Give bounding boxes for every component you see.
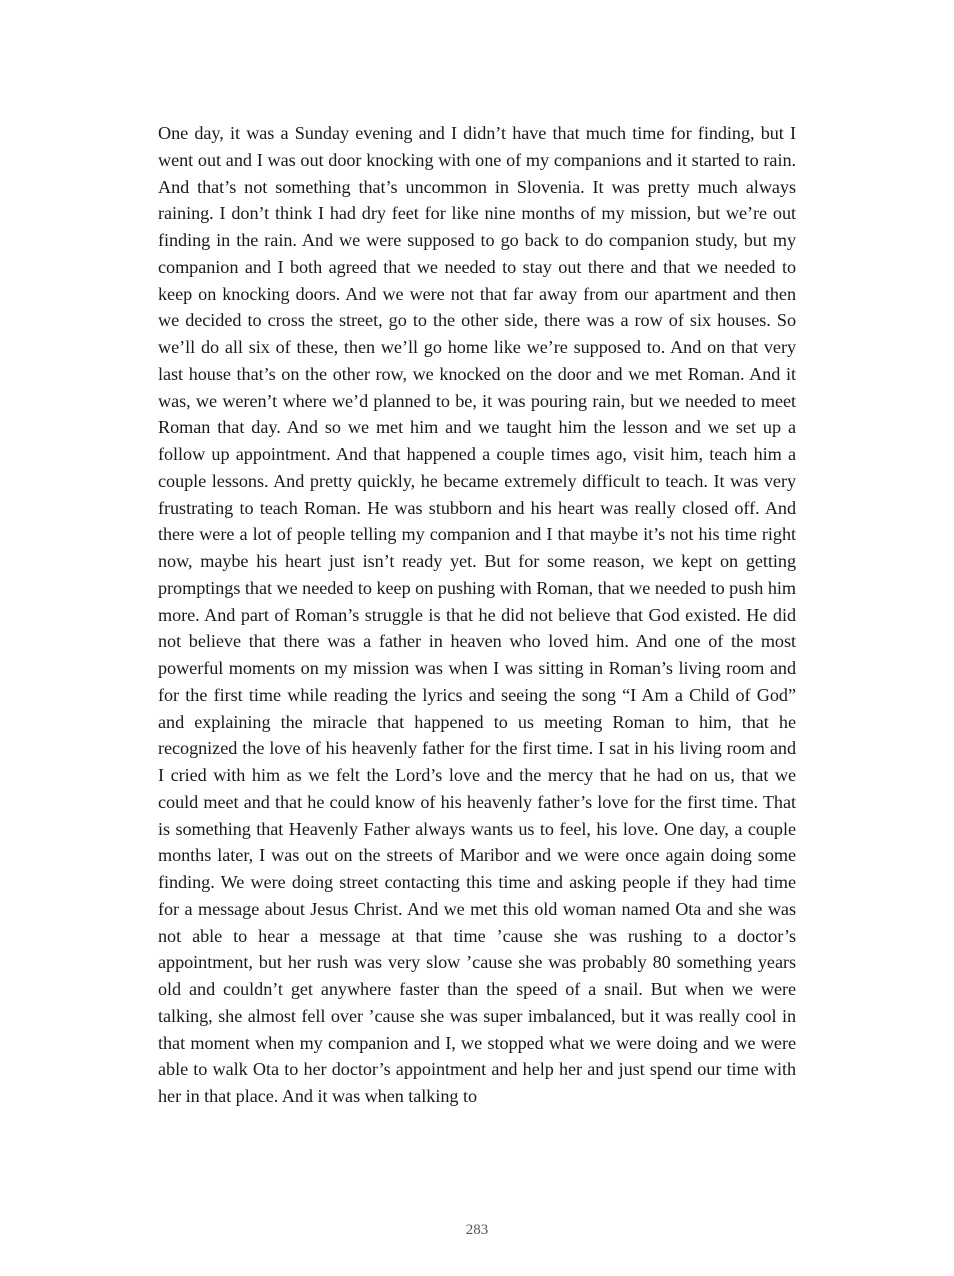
body-paragraph: One day, it was a Sunday evening and I didn’t have that much time for finding, but I went out and I was out door knocking with one of my companions and it started to rain. And that’s not something that’s uncommon in Slovenia. It was pretty much always raining. I don’t think I had dry feet for like nine months of my mission, but we’re out finding in the rain. And we were supposed to go back to do companion study, but my companion and I both agreed that we needed to stay out there and that we needed to keep on knocking doors. And we were not that far away from our apartment and then we decided to cross the street, go to the other side, there was a row of six houses. So we’ll do all six of these, then we’ll go home like we’re supposed to. And on that very last house that’s on the other row, we knocked on the door and we met Roman. And it was, we weren’t where we’d planned to be, it was pouring rain, but we needed to meet Roman that day. And so we met him and we taught him the lesson and we set up a follow up appointment. And that happened a couple times ago, visit him, teach him a couple lessons. And pretty quickly, he became extremely difficult to teach. It was very frustrating to teach Roman. He was stubborn and his heart was really closed off. And there were a lot of people telling my companion and I that maybe it’s not his time right now, maybe his heart just isn’t ready yet. But for some reason, we kept on getting promptings that we needed to keep on pushing with Roman, that we needed to push him more. And part of Roman’s struggle is that he did not believe that God existed. He did not believe that there was a father in heaven who loved him. And one of the most powerful moments on my mission was when I was sitting in Roman’s living room and for the first time while reading the lyrics and seeing the song “I Am a Child of God” and explaining the miracle that happened to us meeting Roman to him, that he recognized the love of his heavenly father for the first time. I sat in his living room and I cried with him as we felt the Lord’s love and the mercy that he had on us, that we could meet and that he could know of his heavenly father’s love for the first time. That is something that Heavenly Father always wants us to feel, his love. One day, a couple months later, I was out on the streets of Maribor and we were once again doing some finding. We were doing street contacting this time and asking people if they had time for a message about Jesus Christ. And we met this old woman named Ota and she was not able to hear a message at that time ’cause she was rushing to a doctor’s appointment, but her rush was very slow ’cause she was probably 80 something years old and couldn’t get anywhere faster than the speed of a snail. But when we were talking, she almost fell over ’cause she was super imbalanced, but it was really cool in that moment when my companion and I, we stopped what we were doing and we were able to walk Ota to her doctor’s appointment and help her and just spend our time with her in that place. And it was when talking to — [158, 123, 796, 1106]
page-number: 283 — [465, 1222, 489, 1238]
